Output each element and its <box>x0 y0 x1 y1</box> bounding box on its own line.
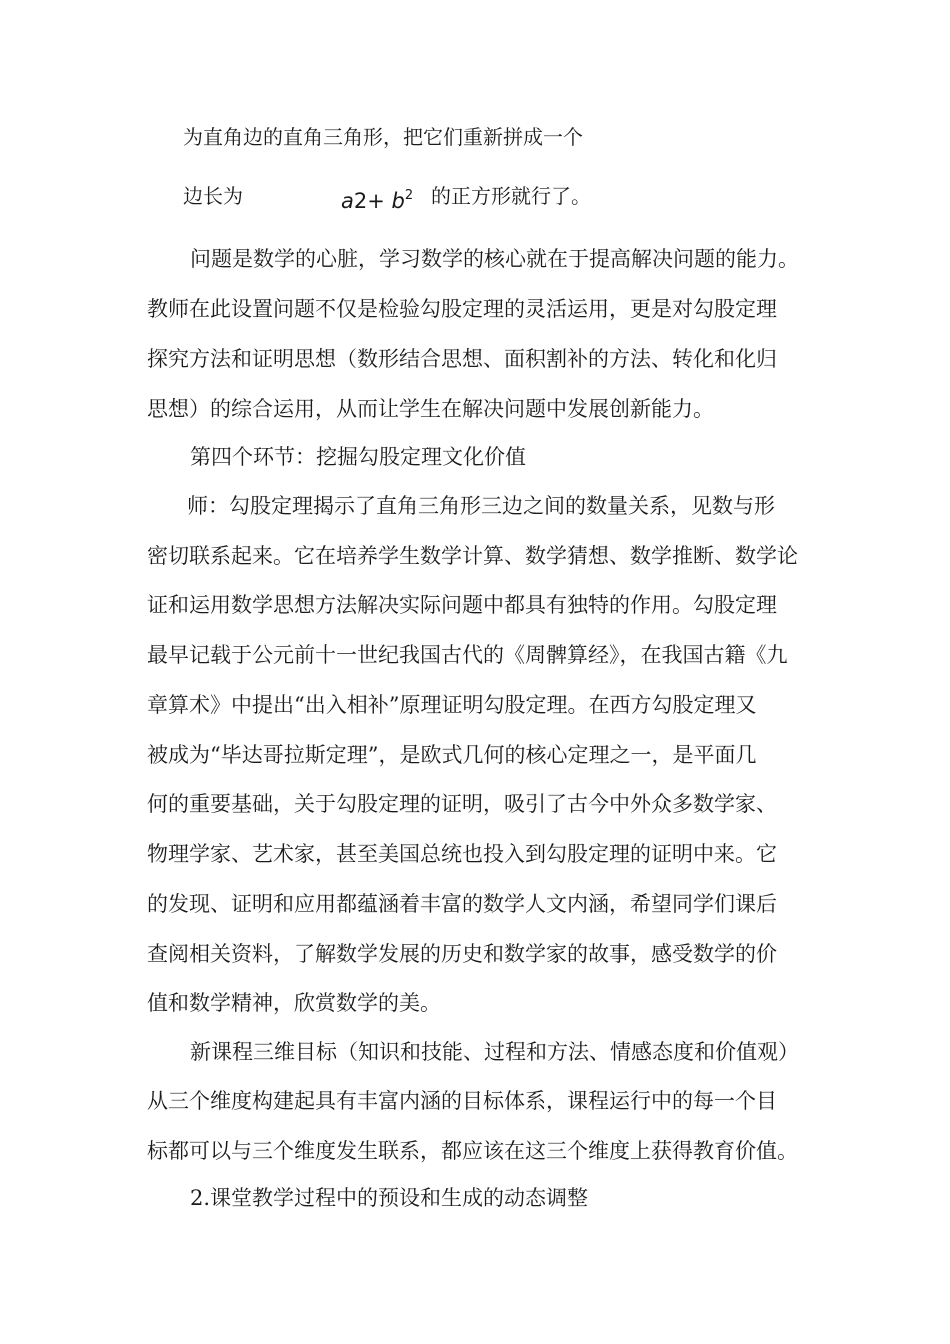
paragraph-2-line: 被成为“毕达哥拉斯定理”，是欧式几何的核心定理之一，是平面几 <box>147 743 757 767</box>
paragraph-1-line: 思想）的综合运用，从而让学生在解决问题中发展创新能力。 <box>147 397 714 421</box>
formula-exponent: 2 <box>404 188 414 203</box>
paragraph-3-line: 新课程三维目标（知识和技能、过程和方法、情感态度和价值观） <box>190 1040 799 1064</box>
paragraph-1-line: 问题是数学的心脏，学习数学的核心就在于提高解决问题的能力。 <box>190 247 799 271</box>
paragraph-2-line: 章算术》中提出“出入相补”原理证明勾股定理。在西方勾股定理又 <box>147 693 757 717</box>
paragraph-2-line: 何的重要基础，关于勾股定理的证明，吸引了古今中外众多数学家、 <box>147 792 777 816</box>
intro-line-2 <box>183 181 591 213</box>
paragraph-2-line: 师：勾股定理揭示了直角三角形三边之间的数量关系，见数与形 <box>187 494 775 518</box>
paragraph-1-line: 探究方法和证明思想（数形结合思想、面积割补的方法、转化和化归 <box>147 347 777 371</box>
intro-line-2-suffix: 的正方形就行了。 <box>431 184 591 208</box>
paragraph-2-line: 的发现、证明和应用都蕴涵着丰富的数学人文内涵，希望同学们课后 <box>147 892 777 916</box>
paragraph-2-line: 物理学家、艺术家，甚至美国总统也投入到勾股定理的证明中来。它 <box>147 842 777 866</box>
paragraph-2-line: 证和运用数学思想方法解决实际问题中都具有独特的作用。勾股定理 <box>147 593 777 617</box>
paragraph-3-line: 标都可以与三个维度发生联系，都应该在这三个维度上获得教育价值。 <box>147 1139 798 1163</box>
paragraph-2-line: 查阅相关资料，了解数学发展的历史和数学家的故事，感受数学的价 <box>147 942 777 966</box>
paragraph-2-line: 值和数学精神，欣赏数学的美。 <box>147 991 441 1015</box>
paragraph-1-line: 教师在此设置问题不仅是检验勾股定理的灵活运用，更是对勾股定理 <box>147 297 777 321</box>
formula-var-b: b <box>391 189 405 213</box>
intro-line-2-prefix: 边长为 <box>183 184 243 208</box>
subsection-heading: 2.课堂教学过程中的预设和生成的动态调整 <box>190 1186 589 1210</box>
paragraph-3-line: 从三个维度构建起具有丰富内涵的目标体系，课程运行中的每一个目 <box>147 1089 777 1113</box>
formula-middle: 2+ <box>353 189 392 213</box>
formula <box>341 181 413 216</box>
paragraph-2-line: 最早记载于公元前十一世纪我国古代的《周髀算经》，在我国古籍《九 <box>147 643 788 667</box>
formula-var-a: a <box>341 189 354 213</box>
paragraph-2-line: 密切联系起来。它在培养学生数学计算、数学猜想、数学推断、数学论 <box>147 544 798 568</box>
intro-line-1: 为直角边的直角三角形，把它们重新拼成一个 <box>183 125 583 149</box>
section-heading: 第四个环节：挖掘勾股定理文化价值 <box>190 445 526 469</box>
